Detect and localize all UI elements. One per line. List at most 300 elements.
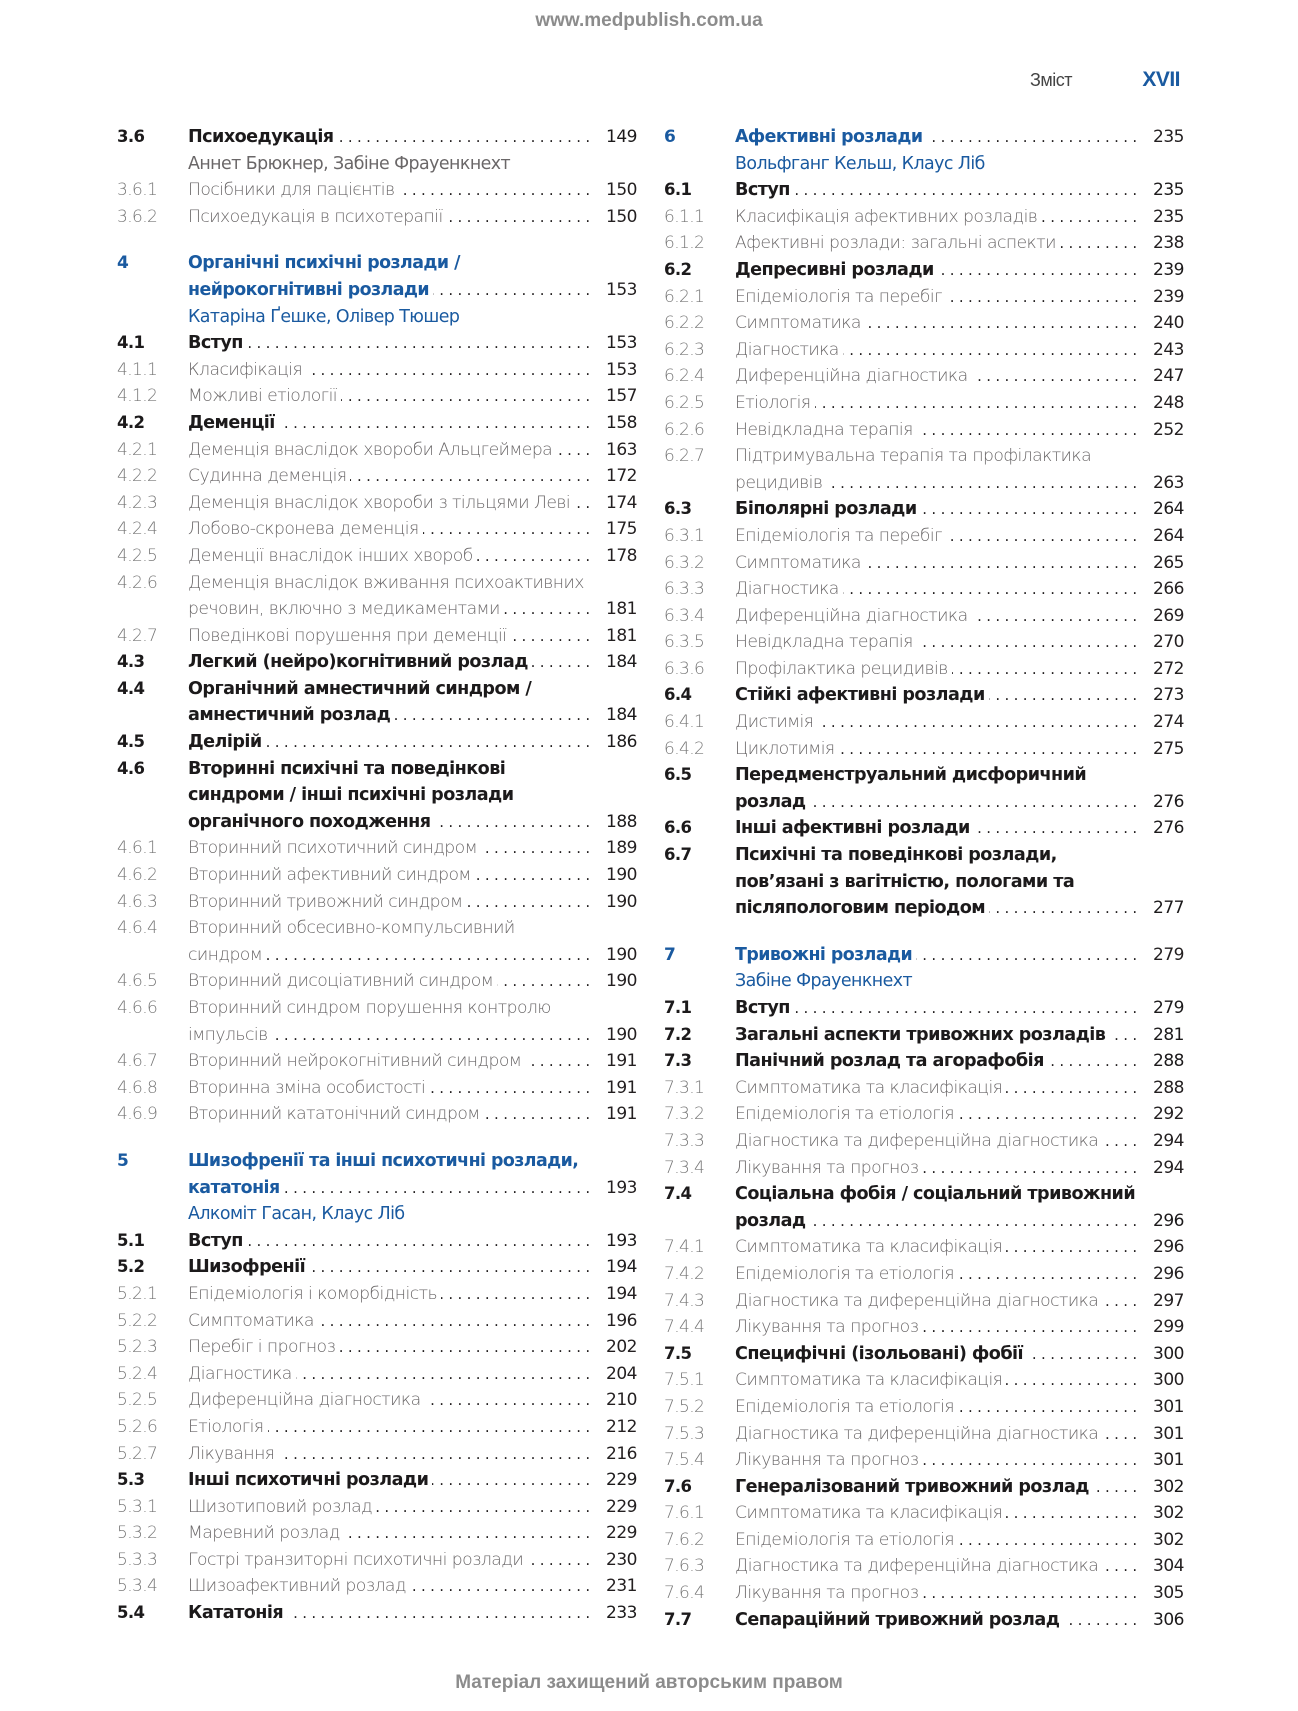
toc-subsection-entry[interactable] (664, 1580, 1184, 1607)
entry-title[interactable]: Епідеміологія та етіологія (735, 1530, 958, 1550)
entry-page[interactable]: 190 (606, 944, 637, 965)
entry-page[interactable]: 188 (606, 811, 637, 832)
entry-page[interactable]: 264 (1153, 525, 1184, 546)
entry-page[interactable]: 191 (606, 1104, 637, 1125)
toc-subsection-entry[interactable] (117, 437, 637, 464)
entry-page[interactable]: 191 (606, 1051, 637, 1072)
toc-subsection-entry[interactable] (117, 357, 637, 384)
toc-subsection-entry[interactable] (117, 204, 637, 231)
entry-page[interactable]: 277 (1153, 898, 1184, 919)
entry-page[interactable]: 302 (1153, 1503, 1184, 1524)
toc-subsection-entry[interactable] (664, 1500, 1184, 1527)
entry-page[interactable]: 279 (1153, 998, 1184, 1018)
dot-leader (188, 729, 590, 756)
entry-title[interactable]: Вступ (188, 333, 247, 353)
entry-title[interactable]: Афективні розлади: загальні аспекти (735, 233, 1060, 253)
toc-subsection-entry[interactable] (664, 417, 1184, 444)
entry-title[interactable]: Маревний розлад (188, 1523, 344, 1543)
toc-subsection-entry[interactable] (117, 383, 637, 410)
entry-page[interactable]: 281 (1153, 1024, 1184, 1045)
toc-subsection-entry[interactable] (117, 1281, 637, 1308)
entry-page[interactable]: 153 (606, 359, 637, 380)
entry-page[interactable]: 229 (606, 1496, 637, 1517)
entry-title[interactable]: Вторинний кататонічний синдром (188, 1104, 484, 1124)
entry-page[interactable]: 190 (606, 865, 637, 886)
entry-page[interactable]: 301 (1153, 1423, 1184, 1444)
entry-title[interactable]: Вступ (188, 1231, 247, 1251)
entry-title[interactable]: Легкий (нейро)когнітивний розлад (188, 652, 532, 672)
toc-subsection-entry[interactable] (117, 177, 637, 204)
toc-subsection-entry[interactable] (117, 1075, 637, 1102)
entry-title[interactable]: Вторинна зміна особистості (188, 1078, 429, 1098)
toc-subsection-entry[interactable] (664, 1553, 1184, 1580)
entry-title[interactable]: Вторинний обсесивно-компульсивний синдром (188, 918, 515, 965)
entry-page[interactable]: 266 (1153, 579, 1184, 600)
entry-page[interactable]: 229 (606, 1470, 637, 1491)
dot-leader (735, 1261, 1137, 1288)
dot-leader (735, 496, 1137, 523)
toc-subsection-entry[interactable] (664, 550, 1184, 577)
entry-page[interactable]: 306 (1153, 1609, 1184, 1630)
entry-page[interactable]: 235 (1153, 206, 1184, 227)
entry-page[interactable]: 296 (1153, 1263, 1184, 1284)
entry-page[interactable]: 304 (1153, 1556, 1184, 1577)
toc-subsection-entry[interactable] (117, 1308, 637, 1335)
toc-subsection-entry[interactable] (664, 656, 1184, 683)
entry-body (735, 1527, 1184, 1554)
entry-number: 4.6.5 (117, 971, 158, 992)
entry-page[interactable]: 248 (1153, 392, 1184, 413)
toc-section-entry[interactable] (664, 1474, 1184, 1501)
entry-title[interactable]: Класифікація афективних розладів (735, 207, 1041, 227)
toc-section-entry[interactable] (117, 124, 637, 151)
entry-title[interactable]: Соціальна фобія / соціальний тривожний розлад (735, 1184, 1136, 1231)
toc-subsection-entry[interactable] (664, 337, 1184, 364)
entry-title[interactable]: Невідкладна терапія (735, 420, 917, 440)
entry-page[interactable]: 231 (606, 1576, 637, 1597)
toc-section-entry[interactable] (664, 815, 1184, 842)
entry-page[interactable]: 240 (1153, 313, 1184, 334)
entry-title[interactable]: Симптоматика та класифікація (735, 1503, 1006, 1523)
entry-page[interactable]: 294 (1153, 1130, 1184, 1151)
dot-leader (735, 1022, 1137, 1049)
entry-title[interactable]: Диференційна діагностика (188, 1390, 425, 1410)
toc-chapter-entry[interactable] (664, 942, 1184, 969)
dot-leader (188, 676, 590, 729)
entry-page[interactable]: 264 (1153, 499, 1184, 520)
entry-page[interactable]: 243 (1153, 339, 1184, 360)
toc-section-entry[interactable] (117, 649, 637, 676)
toc-section-entry[interactable] (664, 177, 1184, 204)
toc-section-entry[interactable] (117, 330, 637, 357)
entry-title[interactable]: Біполярні розлади (735, 499, 921, 519)
toc-section-entry[interactable] (117, 676, 637, 729)
entry-title[interactable]: Діагностика та диференційна діагностика (735, 1131, 1102, 1151)
entry-title[interactable]: Невідкладна терапія (735, 632, 917, 652)
toc-subsection-entry[interactable] (117, 516, 637, 543)
toc-subsection-entry[interactable] (664, 230, 1184, 257)
entry-page[interactable]: 233 (606, 1603, 637, 1624)
entry-title[interactable]: Епідеміологія та перебіг (735, 287, 946, 307)
entry-page[interactable]: 216 (606, 1443, 637, 1464)
entry-title[interactable]: Органічні психічні розлади / нейрокогнітивні розлади (188, 253, 460, 300)
entry-title[interactable]: Деменція внаслідок вживання психоактивних речовин, включно з медикаментами (188, 572, 584, 620)
entry-title[interactable]: Лікування та прогноз (735, 1583, 922, 1603)
entry-title[interactable]: Можливі етіології (188, 386, 341, 406)
entry-number: 7.4.4 (664, 1317, 705, 1338)
entry-page[interactable]: 299 (1153, 1317, 1184, 1338)
entry-title[interactable]: Вступ (735, 180, 794, 200)
toc-subsection-entry[interactable] (117, 1520, 637, 1547)
entry-title[interactable]: Дистимія (735, 712, 817, 732)
entry-title[interactable]: Вторинний синдром порушення контролю імпульсів (188, 998, 551, 1045)
entry-page[interactable]: 190 (606, 891, 637, 912)
toc-subsection-entry[interactable] (117, 463, 637, 490)
entry-page[interactable]: 184 (606, 705, 637, 726)
entry-page[interactable]: 175 (606, 519, 637, 540)
entry-page[interactable]: 302 (1153, 1529, 1184, 1550)
entry-page[interactable]: 178 (606, 545, 637, 566)
entry-title[interactable]: Вторинний тривожний синдром (188, 892, 466, 912)
toc-subsection-entry[interactable] (117, 1441, 637, 1468)
entry-title[interactable]: Шизотиповий розлад (188, 1497, 376, 1517)
toc-section-entry[interactable] (117, 1600, 637, 1627)
toc-subsection-entry[interactable] (117, 995, 637, 1048)
entry-page[interactable]: 204 (606, 1363, 637, 1384)
entry-page[interactable]: 279 (1153, 944, 1184, 965)
toc-subsection-entry[interactable] (664, 1234, 1184, 1261)
dot-leader (188, 1334, 590, 1361)
entry-title[interactable]: Депресивні розлади (735, 260, 938, 280)
entry-page[interactable]: 153 (606, 279, 637, 300)
toc-subsection-entry[interactable] (664, 523, 1184, 550)
entry-page[interactable]: 149 (606, 127, 637, 147)
entry-title[interactable]: Поведінкові порушення при деменції (188, 626, 511, 646)
entry-title[interactable]: Загальні аспекти тривожних розладів (735, 1025, 1109, 1045)
entry-title[interactable]: Генералізований тривожний розлад (735, 1477, 1093, 1497)
toc-section-entry[interactable] (664, 1181, 1184, 1234)
entry-page[interactable]: 202 (606, 1337, 637, 1358)
toc-subsection-entry[interactable] (117, 1414, 637, 1441)
toc-section-entry[interactable] (117, 756, 637, 836)
toc-subsection-entry[interactable] (117, 543, 637, 570)
entry-number: 3.6 (117, 127, 145, 146)
entry-page[interactable]: 300 (1153, 1343, 1184, 1364)
toc-subsection-entry[interactable] (664, 1128, 1184, 1155)
entry-page[interactable]: 301 (1153, 1450, 1184, 1471)
toc-section-entry[interactable] (117, 729, 637, 756)
toc-subsection-entry[interactable] (664, 1261, 1184, 1288)
entry-title[interactable]: Лікування та прогноз (735, 1450, 922, 1470)
dot-leader (188, 1148, 590, 1201)
entry-title[interactable]: Деменція внаслідок хвороби Альцгеймера (188, 440, 556, 460)
entry-page[interactable]: 239 (1153, 286, 1184, 307)
entry-title[interactable]: Деменція внаслідок хвороби з тільцями Леві (188, 493, 574, 513)
dot-leader (735, 1155, 1137, 1182)
entry-title[interactable]: Вторинний дисоціативний синдром (188, 971, 497, 991)
entry-page[interactable]: 194 (606, 1283, 637, 1304)
entry-page[interactable]: 235 (1153, 127, 1184, 147)
toc-subsection-entry[interactable] (664, 310, 1184, 337)
entry-page[interactable]: 193 (606, 1177, 637, 1198)
entry-page[interactable]: 239 (1153, 259, 1184, 280)
entry-page[interactable]: 296 (1153, 1210, 1184, 1231)
toc-subsection-entry[interactable] (664, 1314, 1184, 1341)
entry-page[interactable]: 150 (606, 180, 637, 201)
toc-subsection-entry[interactable] (117, 1361, 637, 1388)
entry-title[interactable]: Психічні та поведінкові розлади, пов’язані з вагітністю, пологами та післяпологовим періодом (735, 845, 1075, 919)
toc-chapter-entry[interactable] (117, 250, 637, 303)
entry-page[interactable]: 174 (606, 492, 637, 513)
entry-title[interactable]: Епідеміологія та етіологія (735, 1397, 958, 1417)
entry-title[interactable]: Афективні розлади (735, 127, 926, 147)
toc-subsection-entry[interactable] (664, 1101, 1184, 1128)
entry-page[interactable]: 247 (1153, 366, 1184, 387)
entry-title[interactable]: Лобово-скронева деменція (188, 519, 423, 539)
toc-section-entry[interactable] (664, 1022, 1184, 1049)
toc-section-entry[interactable] (664, 995, 1184, 1022)
entry-page[interactable]: 292 (1153, 1104, 1184, 1125)
toc-subsection-entry[interactable] (664, 1155, 1184, 1182)
toc-subsection-entry[interactable] (117, 570, 637, 623)
entry-page[interactable]: 229 (606, 1523, 637, 1544)
toc-subsection-entry[interactable] (117, 862, 637, 889)
toc-subsection-entry[interactable] (117, 1048, 637, 1075)
entry-page[interactable]: 300 (1153, 1370, 1184, 1391)
toc-subsection-entry[interactable] (664, 390, 1184, 417)
entry-page[interactable]: 252 (1153, 419, 1184, 440)
entry-title[interactable]: Тривожні розлади (735, 945, 916, 965)
entry-title[interactable]: Специфічні (ізольовані) фобії (735, 1344, 1027, 1364)
toc-subsection-entry[interactable] (664, 1367, 1184, 1394)
entry-title[interactable]: Деменції (188, 413, 279, 433)
entry-title[interactable]: Лікування та прогноз (735, 1158, 922, 1178)
entry-title[interactable]: Підтримувальна терапія та профілактика рецидивів (735, 446, 1092, 493)
entry-title[interactable]: Панічний розлад та агорафобія (735, 1051, 1048, 1071)
entry-title[interactable]: Епідеміологія та етіологія (735, 1264, 958, 1284)
entry-page[interactable]: 157 (606, 386, 637, 407)
entry-page[interactable]: 294 (1153, 1157, 1184, 1178)
entry-title[interactable]: Вторинний психотичний синдром (188, 838, 481, 858)
entry-page[interactable]: 210 (606, 1390, 637, 1411)
entry-title[interactable]: Вторинні психічні та поведінкові синдроми / інші психічні розлади органічного походження (188, 758, 514, 832)
entry-title[interactable]: Стійкі афективні розлади (735, 685, 989, 705)
toc-section-entry[interactable] (664, 257, 1184, 284)
entry-page[interactable]: 172 (606, 466, 637, 487)
entry-title[interactable]: Симптоматика та класифікація (735, 1237, 1006, 1257)
entry-page[interactable]: 305 (1153, 1583, 1184, 1604)
entry-title[interactable]: Психоедукація (188, 127, 338, 147)
entry-title[interactable]: Кататонія (188, 1603, 287, 1623)
entry-number: 7.5.1 (664, 1370, 705, 1391)
entry-page[interactable]: 190 (606, 1024, 637, 1045)
toc-section-entry[interactable] (117, 1228, 637, 1255)
toc-subsection-entry[interactable] (664, 736, 1184, 763)
entry-page[interactable]: 302 (1153, 1476, 1184, 1497)
entry-title[interactable]: Лікування (188, 1444, 278, 1464)
toc-section-entry[interactable] (664, 1607, 1184, 1634)
entry-title[interactable]: Посібники для пацієнтів (188, 180, 399, 200)
entry-title[interactable]: Симптоматика (188, 1311, 318, 1331)
entry-page[interactable]: 276 (1153, 791, 1184, 812)
entry-page[interactable]: 190 (606, 971, 637, 992)
entry-page[interactable]: 189 (606, 838, 637, 859)
toc-subsection-entry[interactable] (117, 490, 637, 517)
toc-subsection-entry[interactable] (664, 1527, 1184, 1554)
toc-subsection-entry[interactable] (117, 835, 637, 862)
entry-body (735, 523, 1184, 550)
toc-subsection-entry[interactable] (664, 603, 1184, 630)
entry-title[interactable]: Перебіг і прогноз (188, 1337, 339, 1357)
entry-title[interactable]: Діагностика та диференційна діагностика (735, 1291, 1102, 1311)
entry-page[interactable]: 150 (606, 206, 637, 227)
entry-body (735, 603, 1184, 630)
toc-subsection-entry[interactable] (664, 629, 1184, 656)
entry-title[interactable]: Судинна деменція (188, 466, 350, 486)
dot-leader (188, 889, 590, 916)
toc-subsection-entry[interactable] (664, 363, 1184, 390)
entry-page[interactable]: 270 (1153, 632, 1184, 653)
toc-subsection-entry[interactable] (117, 1101, 637, 1128)
entry-title[interactable]: Гострі транзиторні психотичні розлади (188, 1550, 527, 1570)
entry-page[interactable]: 153 (606, 333, 637, 354)
entry-page[interactable]: 275 (1153, 738, 1184, 759)
entry-page[interactable]: 186 (606, 732, 637, 753)
entry-page[interactable]: 196 (606, 1310, 637, 1331)
entry-page[interactable]: 296 (1153, 1237, 1184, 1258)
toc-chapter-entry[interactable] (117, 1148, 637, 1201)
entry-title[interactable]: Шизофренії та інші психотичні розлади, кататонія (188, 1150, 579, 1198)
entry-page[interactable]: 163 (606, 439, 637, 460)
toc-subsection-entry[interactable] (117, 1387, 637, 1414)
toc-section-entry[interactable] (664, 496, 1184, 523)
toc-subsection-entry[interactable] (664, 709, 1184, 736)
entry-title[interactable]: Діагностика (735, 340, 843, 360)
toc-section-entry[interactable] (117, 1467, 637, 1494)
entry-body (735, 550, 1184, 577)
entry-title[interactable]: Сепараційний тривожний розлад (735, 1610, 1063, 1630)
entry-page[interactable]: 301 (1153, 1396, 1184, 1417)
entry-title[interactable]: Симптоматика та класифікація (735, 1078, 1006, 1098)
entry-title[interactable]: Симптоматика та класифікація (735, 1370, 1006, 1390)
toc-subsection-entry[interactable] (117, 915, 637, 968)
entry-title[interactable]: Симптоматика (735, 553, 865, 573)
toc-subsection-entry[interactable] (664, 284, 1184, 311)
toc-subsection-entry[interactable] (117, 1547, 637, 1574)
toc-subsection-entry[interactable] (664, 1447, 1184, 1474)
entry-number: 7.3.3 (664, 1130, 705, 1151)
entry-title[interactable]: Органічний амнестичний синдром / амнестичний розлад (188, 678, 532, 726)
entry-page[interactable]: 276 (1153, 818, 1184, 839)
toc-section-entry[interactable] (664, 762, 1184, 815)
entry-title[interactable]: Інші афективні розлади (735, 818, 974, 838)
entry-page[interactable]: 288 (1153, 1077, 1184, 1098)
entry-page[interactable]: 274 (1153, 712, 1184, 733)
toc-section-entry[interactable] (664, 682, 1184, 709)
toc-subsection-entry[interactable] (117, 1573, 637, 1600)
entry-title[interactable]: Епідеміологія та етіологія (735, 1104, 958, 1124)
toc-section-entry[interactable] (664, 842, 1184, 922)
toc-subsection-entry[interactable] (664, 1075, 1184, 1102)
dot-leader (735, 1234, 1137, 1261)
entry-page[interactable]: 269 (1153, 605, 1184, 626)
entry-title[interactable]: Делірій (188, 732, 266, 752)
entry-title[interactable]: Симптоматика (735, 313, 865, 333)
toc-subsection-entry[interactable] (117, 889, 637, 916)
toc-subsection-entry[interactable] (664, 1421, 1184, 1448)
entry-page[interactable]: 191 (606, 1077, 637, 1098)
entry-page[interactable]: 288 (1153, 1051, 1184, 1072)
entry-body (735, 337, 1184, 364)
entry-page[interactable]: 194 (606, 1257, 637, 1278)
toc-chapter-entry[interactable] (664, 124, 1184, 151)
entry-title[interactable]: Вторинний афективний синдром (188, 865, 475, 885)
entry-title[interactable]: Диференційна діагностика (735, 366, 972, 386)
entry-title[interactable]: Шизоафективний розлад (188, 1576, 410, 1596)
toc-subsection-entry[interactable] (117, 1334, 637, 1361)
entry-page[interactable]: 235 (1153, 180, 1184, 201)
entry-title[interactable]: Циклотимія (735, 739, 839, 759)
toc-subsection-entry[interactable] (664, 1394, 1184, 1421)
entry-title[interactable]: Психоедукація в психотерапії (188, 207, 447, 227)
entry-title[interactable]: Діагностика та диференційна діагностика (735, 1556, 1102, 1576)
toc-section-entry[interactable] (664, 1048, 1184, 1075)
entry-title[interactable]: Етіологія (735, 393, 815, 413)
entry-page[interactable]: 238 (1153, 233, 1184, 254)
entry-title[interactable]: Діагностика та диференційна діагностика (735, 1424, 1102, 1444)
toc-subsection-entry[interactable] (664, 204, 1184, 231)
entry-page[interactable]: 184 (606, 652, 637, 673)
entry-title[interactable]: Епідеміологія та перебіг (735, 526, 946, 546)
entry-title[interactable]: Етіологія (188, 1417, 268, 1437)
entry-page[interactable]: 212 (606, 1416, 637, 1437)
entry-page[interactable]: 273 (1153, 685, 1184, 706)
entry-page[interactable]: 230 (606, 1549, 637, 1570)
toc-section-entry[interactable] (117, 410, 637, 437)
entry-page[interactable]: 181 (606, 625, 637, 646)
entry-title[interactable]: Інші психотичні розлади (188, 1470, 432, 1490)
entry-title[interactable]: Диференційна діагностика (735, 606, 972, 626)
entry-title[interactable]: Вступ (735, 998, 794, 1018)
entry-title[interactable]: Діагностика (188, 1364, 296, 1384)
entry-title[interactable]: Деменції внаслідок інших хвороб (188, 546, 477, 566)
entry-title[interactable]: Лікування та прогноз (735, 1317, 922, 1337)
entry-page[interactable]: 193 (606, 1230, 637, 1251)
entry-title[interactable]: Класифікація (188, 360, 306, 380)
toc-subsection-entry[interactable] (664, 443, 1184, 496)
entry-page[interactable]: 272 (1153, 658, 1184, 679)
entry-title[interactable]: Шизофренії (188, 1257, 309, 1277)
toc-subsection-entry[interactable] (117, 968, 637, 995)
entry-page[interactable]: 158 (606, 412, 637, 433)
entry-number: 4.6.7 (117, 1051, 158, 1072)
toc-subsection-entry[interactable] (117, 623, 637, 650)
toc-section-entry[interactable] (117, 1254, 637, 1281)
entry-title[interactable]: Епідеміологія і коморбідність (188, 1284, 441, 1304)
toc-subsection-entry[interactable] (664, 1288, 1184, 1315)
entry-title[interactable]: Профілактика рецидивів (735, 659, 952, 679)
entry-title[interactable]: Діагностика (735, 579, 843, 599)
toc-section-entry[interactable] (664, 1341, 1184, 1368)
entry-page[interactable]: 181 (606, 599, 637, 620)
entry-page[interactable]: 297 (1153, 1290, 1184, 1311)
entry-page[interactable]: 263 (1153, 472, 1184, 493)
toc-subsection-entry[interactable] (117, 1494, 637, 1521)
entry-page[interactable]: 265 (1153, 552, 1184, 573)
entry-title[interactable]: Передменструальний дисфоричний розлад (735, 765, 1087, 812)
entry-title[interactable]: Вторинний нейрокогнітивний синдром (188, 1051, 525, 1071)
toc-subsection-entry[interactable] (664, 576, 1184, 603)
